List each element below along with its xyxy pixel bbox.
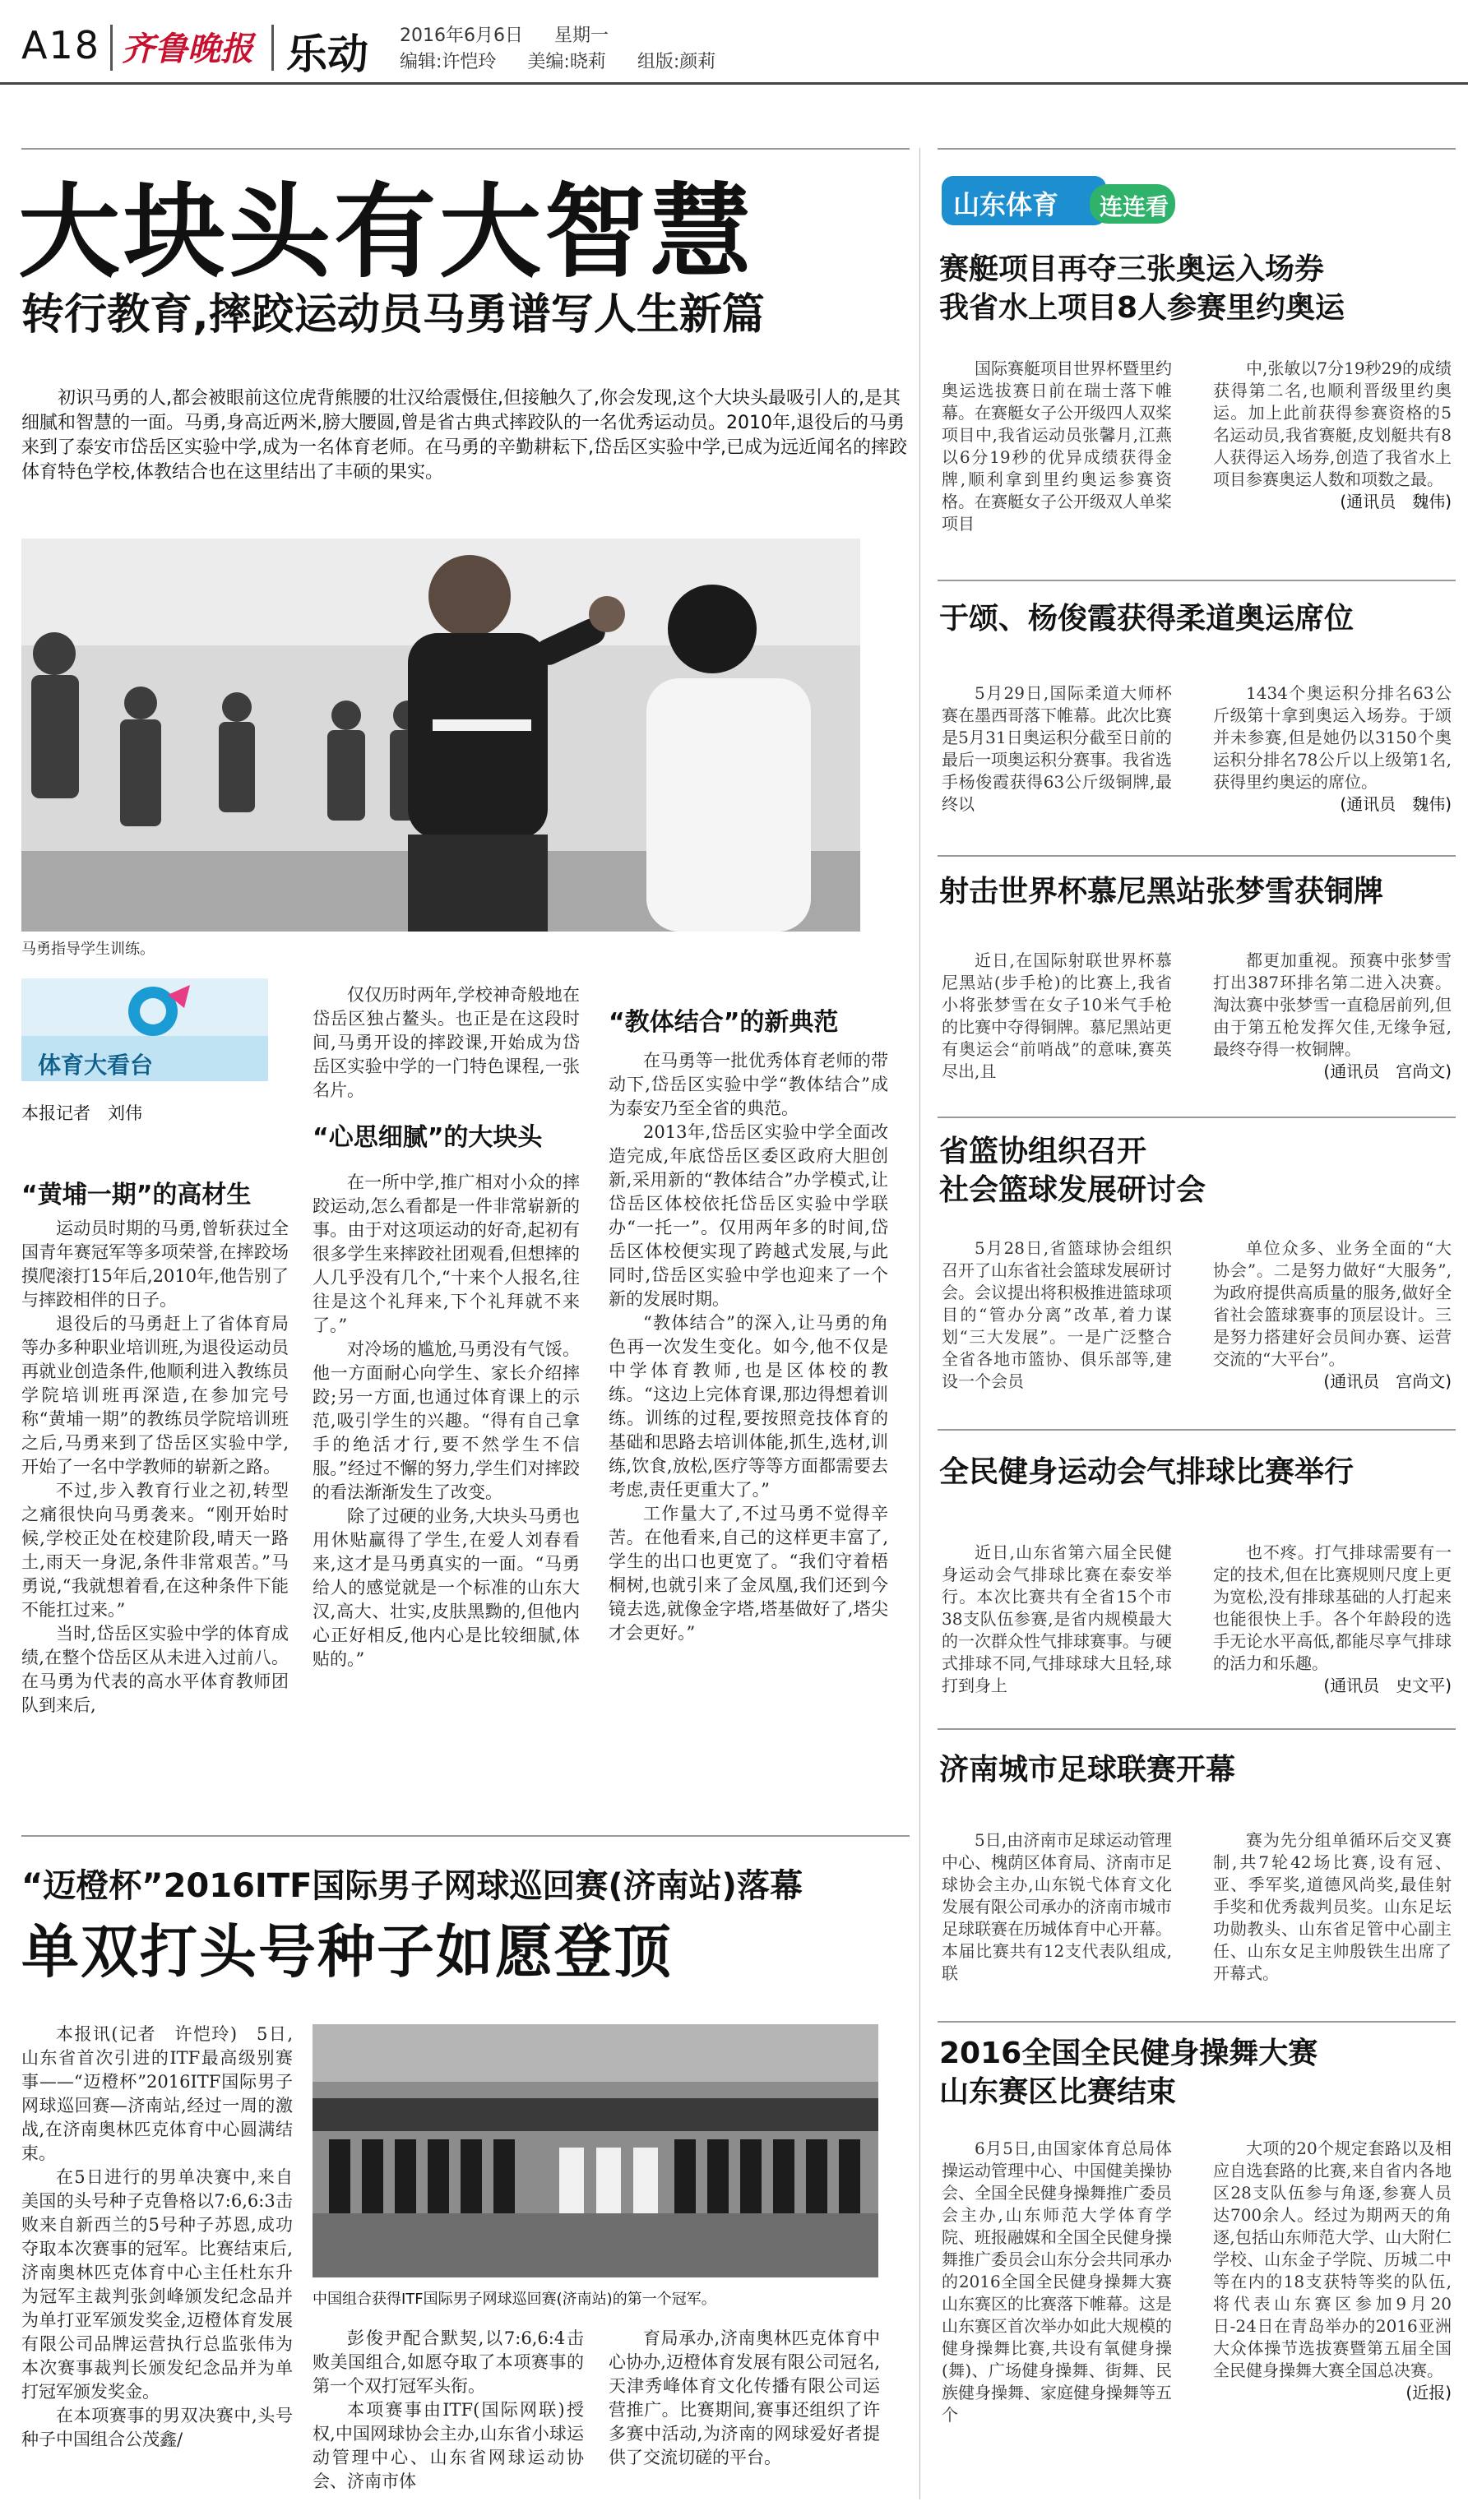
shandong-sports-logo xyxy=(942,173,1179,232)
paragraph: 赛为先分组单循环后交叉赛制,共7轮42场比赛,设有冠、亚、季军奖,道德风尚奖,最佳射手奖和优秀裁判员奖。山东足坛功勋教头、山东省足管中心副主任、山东女足主帅殷铁生出席了开幕式。 xyxy=(1213,1830,1452,1983)
issue-date xyxy=(400,21,609,47)
tennis-kicker: “迈橙杯”2016ITF国际男子网球巡回赛(济南站)落幕 xyxy=(21,1867,803,1905)
paragraph: 5月28日,省篮球协会组织召开了山东省社会篮球发展研讨会。会议提出将积极推进篮球项目的“管办分离”改革,着力谋划“三大发展”。一是广泛整合全省各地市篮协、俱乐部等,建设一个会员 xyxy=(942,1238,1172,1391)
credit: (近报) xyxy=(1405,2383,1452,2402)
layout-editor: 组版:颜莉 xyxy=(637,52,716,72)
photo-caption: 中国组合获得ITF国际男子网球巡回赛(济南站)的第一个冠军。 xyxy=(313,2291,716,2308)
top-rule xyxy=(938,148,1456,150)
paragraph: 单位众多、业务全面的“大协会”。二是努力做好“大服务”,为政府提供高质量的服务,做好全省社会篮球赛事的顶层设计。三是努力搭建好会员间办赛、运营交流的“大平台”。 xyxy=(1213,1238,1452,1369)
brief-headline xyxy=(939,251,1345,328)
brief-body xyxy=(1213,1542,1452,1697)
brief-body xyxy=(942,950,1172,1083)
brief-body xyxy=(942,1829,1172,1985)
paragraph: 本项赛事由ITF(国际网联)授权,中国网球协会主办,山东省小球运动管理中心、山东省网球运动协会、济南市体 xyxy=(313,2400,584,2491)
paragraph: 对冷场的尴尬,马勇没有气馁。他一方面耐心向学生、家长介绍摔跤;另一方面,也通过体育课上的示范,吸引学生的兴趣。“得有自己拿手的绝活才行,要不然学生不信服。”经过不懈的努力,学生们对摔跤的看法渐渐发生了改变。 xyxy=(313,1339,580,1502)
art-editor: 美编:晓莉 xyxy=(527,52,606,72)
paragraph: 在本项赛事的男双决赛中,头号种子中国组合公茂鑫/ xyxy=(21,2406,293,2449)
brief-rule xyxy=(938,580,1456,581)
headline-line: 赛艇项目再夺三张奥运入场券 xyxy=(939,252,1325,286)
brief-body xyxy=(1213,1829,1452,1985)
paragraph: 中,张敏以7分19秒29的成绩获得第二名,也顺利晋级里约奥运。加上此前获得参赛资格的5名运动员,我省赛艇,皮划艇共有8人获得运入场券,创造了我省水上项目参赛奥运人数和项数之最。 xyxy=(1213,358,1452,489)
brief-headline xyxy=(939,2035,1317,2112)
brief-headline xyxy=(939,600,1354,639)
credit: (通讯员 宫尚文) xyxy=(1323,1061,1452,1081)
article-column xyxy=(313,2327,584,2494)
paragraph: 退役后的马勇赶上了省体育局等办多种职业培训班,为退役运动员再就业创造条件,他顺利进入教练员学院培训班再深造,在参加完号称“黄埔一期”的教练员学院培训班之后,马勇来到了岱岳区实验中学,开始了一名中学教师的崭新之路。 xyxy=(21,1314,289,1477)
logo-badge: 连连看 xyxy=(1100,193,1169,220)
brief-body xyxy=(942,1237,1172,1393)
headline-line: 省篮协组织召开 xyxy=(939,1135,1147,1168)
page-number: A18 xyxy=(21,23,101,67)
brief-body xyxy=(1213,2138,1452,2404)
headline-line: 社会篮球发展研讨会 xyxy=(939,1172,1206,1207)
brief-body xyxy=(942,1542,1172,1697)
brief-rule xyxy=(938,1117,1456,1118)
headline: 大块头有大智慧 xyxy=(18,173,756,292)
paragraph: 育局承办,济南奥林匹克体育中心协办,迈橙体育发展有限公司冠名,天津秀峰体育文化传播有限公司运营推广。比赛期间,赛事还组织了许多赛中活动,为济南的网球爱好者提供了交流切磋的平台。 xyxy=(609,2328,880,2467)
paragraph: 国际赛艇项目世界杯暨里约奥运选拔赛日前在瑞士落下帷幕。在赛艇女子公开级四人双桨项目中,我省运动员张馨月,江燕以6分19秒的优异成绩获得金牌,顺利拿到里约奥运参赛资格。在赛艇女子公开级双人单桨项目 xyxy=(942,358,1172,534)
subheadline: 转行教育,摔跤运动员马勇谱写人生新篇 xyxy=(21,290,765,340)
paragraph: 在一所中学,推广相对小众的摔跤运动,怎么看都是一件非常崭新的事。由于对这项运动的好奇,起初有很多学生来摔跤社团观看,但想摔的人几乎没有几个,“十来个人报名,往往是这个礼拜来,下个礼拜就不来了。” xyxy=(313,1172,580,1335)
paragraph: 在马勇等一批优秀体育老师的带动下,岱岳区实验中学“教体结合”成为泰安乃至全省的典范。 xyxy=(609,1051,888,1118)
credit: (通讯员 史文平) xyxy=(1323,1676,1452,1695)
brief-headline xyxy=(939,1454,1354,1492)
credit: (通讯员 魏伟) xyxy=(1340,492,1452,511)
header-divider xyxy=(271,25,274,71)
byline: 本报记者 刘伟 xyxy=(21,1103,142,1123)
paragraph: 彭俊尹配合默契,以7:6,6:4击败美国组合,如愿夺取了本项赛事的第一个双打冠军头衔。 xyxy=(313,2328,584,2396)
paragraph: “教体结合”的深入,让马勇的角色再一次发生变化。如今,他不仅是中学体育教师,也是区体校的教练。“这边上完体育课,那边得想着训练。训练的过程,要按照竞技体育的基础和思路去培训体能,抓生,选材,训练,饮食,放松,医疗等等方面都需要去考虑,责任更重大了。” xyxy=(609,1313,888,1500)
brief-rule xyxy=(938,2021,1456,2023)
article-column xyxy=(21,2023,293,2452)
brief-rule xyxy=(938,1429,1456,1431)
article-column xyxy=(313,983,580,1103)
brief-body xyxy=(1213,358,1452,513)
brief-body xyxy=(1213,682,1452,816)
brief-body xyxy=(1213,950,1452,1083)
header-divider xyxy=(110,25,113,71)
paragraph: 运动员时期的马勇,曾斩获过全国青年赛冠军等多项荣誉,在摔跤场摸爬滚打15年后,2010年,他告别了与摔跤相伴的日子。 xyxy=(21,1218,289,1310)
article-column xyxy=(313,1171,580,1672)
paragraph: 不过,步入教育行业之初,转型之痛很快向马勇袭来。“刚开始时候,学校正处在校建阶段,晴天一路土,雨天一身泥,条件非常艰苦。”马勇说,“我就想着看,在这种条件下能不能扛过来。” xyxy=(21,1481,289,1620)
section-heading: “教体结合”的新典范 xyxy=(609,1008,839,1037)
brief-rule xyxy=(938,1728,1456,1730)
article-column xyxy=(21,1217,289,1718)
section-name: 乐动 xyxy=(286,30,368,78)
headline-line: 山东赛区比赛结束 xyxy=(939,2074,1177,2109)
paragraph: 近日,在国际射联世界杯慕尼黑站(步手枪)的比赛上,我省小将张梦雪在女子10米气手枪的比赛中夺得铜牌。慕尼黑站更有奥运会“前哨战”的意味,赛英尽出,且 xyxy=(942,950,1172,1081)
paragraph: 大项的20个规定套路以及相应自选套路的比赛,来自省内各地区28支队伍参与角逐,参赛人员达700余人。经过为期两天的角逐,包括山东师范大学、山大附仁学校、山东金子学院、历城二中等在内的18支获特等奖的队伍,将代表山东赛区参加9月20日-24日在青岛举办的2016亚洲大众体操节选拔赛暨第五届全国全民健身操舞大赛全国总决赛。 xyxy=(1213,2139,1452,2380)
brief-body xyxy=(942,682,1172,816)
paragraph: 当时,岱岳区实验中学的体育成绩,在整个岱岳区从未进入过前八。在马勇为代表的高水平体育教师团队到来后, xyxy=(21,1624,289,1715)
article-column xyxy=(609,2327,880,2470)
tennis-award-photo-illustration xyxy=(313,2024,878,2277)
section-rule xyxy=(21,1835,910,1837)
paragraph: 2013年,岱岳区实验中学全面改造完成,年底岱岳区委区政府大胆创新,采用新的“教体结合”办学模式,让岱岳区体校依托岱岳区实验中学联办“一托一”。仅用两年多的时间,岱岳区体校便实现了跨越式发展,与此同时,岱岳区实验中学也迎来了一个新的发展时期。 xyxy=(609,1122,888,1309)
weekday: 星期一 xyxy=(553,25,609,46)
column-badge xyxy=(21,978,268,1081)
tennis-headline: 单双打头号种子如愿登顶 xyxy=(21,1918,673,1986)
section-heading: “黄埔一期”的高材生 xyxy=(21,1181,252,1209)
newspaper-logo: 齐鲁晚报 xyxy=(122,30,253,68)
paragraph: 仅仅历时两年,学校神奇般地在岱岳区独占鳌头。也正是在这段时间,马勇开设的摔跤课,开始成为岱岳区实验中学的一门特色课程,一张名片。 xyxy=(313,985,580,1100)
credit: (通讯员 魏伟) xyxy=(1340,794,1452,814)
brief-headline xyxy=(939,873,1383,912)
paragraph: 5日,由济南市足球运动管理中心、槐荫区体育局、济南市足球协会主办,山东锐弋体育文化发展有限公司承办的济南市城市足球联赛在历城体育中心开幕。本届比赛共有12支代表队组成,联 xyxy=(942,1830,1172,1983)
brief-headline xyxy=(939,1751,1235,1790)
paragraph: 工作量大了,不过马勇不觉得辛苦。在他看来,自己的这样更丰富了,学生的出口也更宽了。“我们守着梧桐树,也就引来了金凤凰,我们还到今镜去选,就像金字塔,塔基做好了,塔尖才会更好。” xyxy=(609,1504,888,1643)
headline-line: 我省水上项目8人参赛里约奥运 xyxy=(939,290,1345,325)
headline-line: 全民健身运动会气排球比赛举行 xyxy=(939,1455,1355,1489)
brief-body xyxy=(942,358,1172,535)
logo-text: 山东体育 xyxy=(953,189,1059,220)
section-heading: “心思细腻”的大块头 xyxy=(313,1123,543,1152)
header-rule xyxy=(0,82,1468,85)
lead-paragraph: 初识马勇的人,都会被眼前这位虎背熊腰的壮汉给震慑住,但接触久了,你会发现,这个大块头最吸引人的,是其细腻和智慧的一面。马勇,身高近两米,膀大腰圆,曾是省古典式摔跤队的一名优秀运动员。2010年,退役后的马勇来到了泰安市岱岳区实验中学,成为一名体育老师。在马勇的辛勤耕耘下,岱岳区实验中学,已成为远近闻名的摔跤体育特色学校,体教结合也在这里结出了丰硕的果实。 xyxy=(21,388,907,483)
brief-headline xyxy=(939,1133,1206,1210)
headline-line: 2016全国全民健身操舞大赛 xyxy=(939,2037,1318,2070)
paragraph: 在5日进行的男单决赛中,来自美国的头号种子克鲁格以7:6,6:3击败来自新西兰的5号种子苏恩,成功夺取本次赛事的冠军。比赛结束后,济南奥林匹克体育中心主任杜东升为冠军主裁判张剑峰颁发纪念品并为单打亚军颁发奖金,迈橙体育发展有限公司品牌运营执行总监张伟为本次赛事裁判长颁发纪念品并为单打冠军颁发奖金。 xyxy=(21,2167,293,2402)
photo-caption: 马勇指导学生训练。 xyxy=(21,941,155,958)
training-photo xyxy=(21,539,860,932)
tennis-award-photo xyxy=(313,2024,878,2277)
editor: 编辑:许恺玲 xyxy=(400,52,497,72)
paragraph: 除了过硬的业务,大块头马勇也用休贴赢得了学生,在爱人刘春看来,这才是马勇真实的一面。“马勇给人的感觉就是一个标准的山东大汉,高大、壮实,皮肤黑黝的,但他内心正好相反,他内心是比较细腻,体贴的。” xyxy=(313,1506,580,1669)
credit: (通讯员 宫尚文) xyxy=(1323,1371,1452,1391)
headline-line: 于颂、杨俊霞获得柔道奥运席位 xyxy=(939,602,1355,636)
date: 2016年6月6日 xyxy=(400,25,523,46)
column-badge-label: 体育大看台 xyxy=(38,1052,154,1079)
paragraph: 也不疼。打气排球需要有一定的技术,但在比赛规则尺度上更为宽松,没有排球基础的人打起来也能很快上手。各个年龄段的选手无论水平高低,都能尽享气排球的活力和乐趣。 xyxy=(1213,1542,1452,1673)
paragraph: 都更加重视。预赛中张梦雪打出387环排名第二进入决赛。淘汰赛中张梦雪一直稳居前列,但由于第五枪发挥欠佳,无缘争冠,最终夺得一枚铜牌。 xyxy=(1213,950,1452,1059)
brief-rule xyxy=(938,855,1456,857)
article-column xyxy=(609,1049,888,1645)
headline-line: 射击世界杯慕尼黑站张梦雪获铜牌 xyxy=(939,875,1384,909)
paragraph: 本报讯(记者 许恺玲) 5日,山东省首次引进的ITF最高级别赛事——“迈橙杯”2016ITF国际男子网球巡回赛—济南站,经过一周的激战,在济南奥林匹克体育中心圆满结束。 xyxy=(21,2024,293,2163)
paragraph: 近日,山东省第六届全民健身运动会气排球比赛在泰安举行。本次比赛共有全省15个市38支队伍参赛,是省内规模最大的一次群众性气排球赛事。与硬式排球不同,气排球球大且轻,球打到身上 xyxy=(942,1542,1172,1695)
brief-body xyxy=(1213,1237,1452,1393)
top-rule xyxy=(21,148,910,150)
paragraph: 5月29日,国际柔道大师杯赛在墨西哥落下帷幕。此次比赛是5月31日奥运积分截至日前的最后一项奥运积分赛事。我省选手杨俊霞获得63公斤级铜牌,最终以 xyxy=(942,683,1172,814)
headline-line: 济南城市足球联赛开幕 xyxy=(939,1753,1236,1787)
column-rule xyxy=(919,148,920,2499)
paragraph: 1434个奥运积分排名63公斤级第十拿到奥运入场券。于颂并未参赛,但是她仍以3150个奥运积分排名78公斤以上级第1名,获得里约奥运的席位。 xyxy=(1213,683,1452,792)
training-photo-illustration xyxy=(21,539,860,932)
brief-body xyxy=(942,2138,1172,2426)
paragraph: 6月5日,由国家体育总局体操运动管理中心、中国健美操协会、全国全民健身操舞推广委员会主办,山东师范大学体育学院、班报融媒和全国全民健身操舞推广委员会山东分会共同承办的2016全国全民健身操舞大赛山东赛区的比赛落下帷幕。这是山东赛区首次举办如此大规模的健身操舞比赛,共设有氧健身操(舞)、广场健身操舞、街舞、民族健身操舞、家庭健身操舞等五个 xyxy=(942,2139,1172,2425)
editor-credits xyxy=(400,48,715,73)
